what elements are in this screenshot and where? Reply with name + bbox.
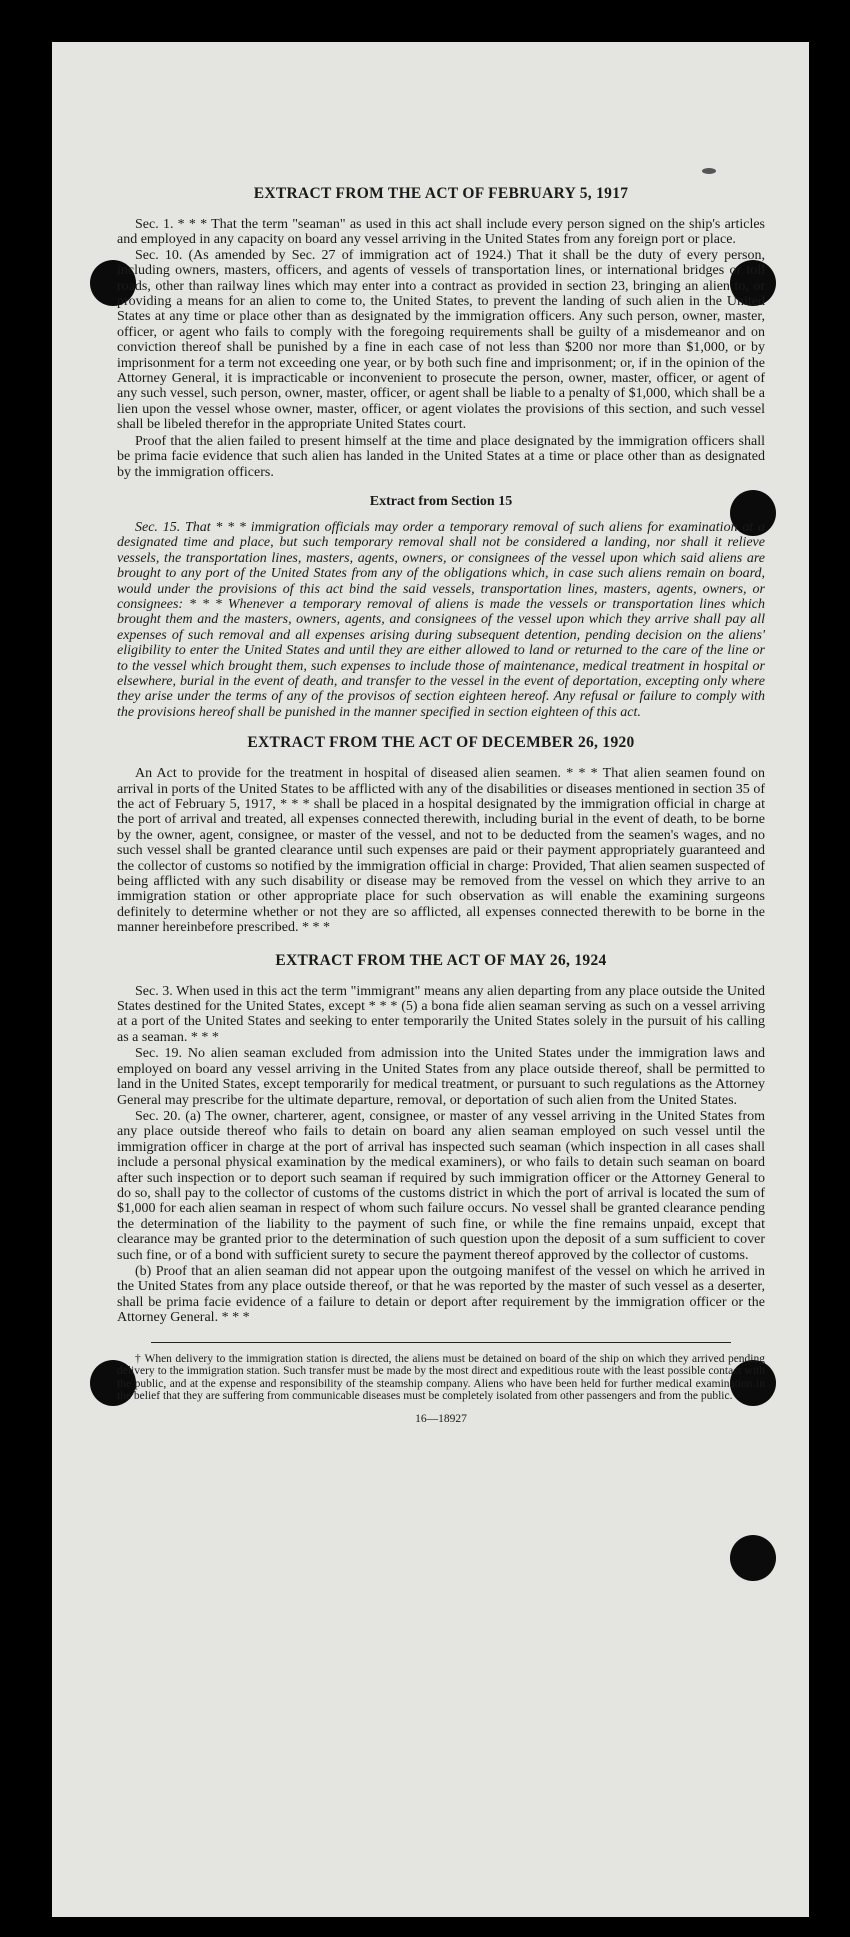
heading-act-1917: EXTRACT FROM THE ACT OF FEBRUARY 5, 1917 [253, 185, 629, 202]
paragraph-sec-15: Sec. 15. That * * * immigration officials may order a temporary removal of such aliens for examination at a designated time and place, but such temporary removal shall not be considered a landing, nor shall it relieve vessels, the transportation lines, masters, agents, owners, or consignees of the vessel upon which said aliens are brought to any port of the United States from any of the obligations which, in case such aliens remain on board, would under the provisions of this act bind the said vessels, transportation lines, masters, agents, owners, or consignees: * * * Whenever a temporary removal of aliens is made the vessels or transportation lines which brought them and the masters, owners, agents, and consignees of the vessel upon which they arrive shall pay all expenses of such removal and all expenses arising during subsequent detention, pending decision on the aliens' eligibility to enter the United States and until they are either allowed to land or returned to the care of the line or to the vessel which brought them, such expenses to include those of maintenance, medical treatment in hospital or elsewhere, burial in the event of death, and transfer to the vessel in the event of deportation, excepting only where they arise under the terms of any of the provisos of section eighteen hereof. Any refusal or failure to comply with the provisions hereof shall be punished in the manner specified in section eighteen of this act. [117, 519, 765, 720]
heading-section-15: Extract from Section 15 [369, 493, 513, 509]
footnote-divider [151, 1342, 731, 1343]
paragraph-sec-20b: (b) Proof that an alien seaman did not appear upon the outgoing manifest of the vessel on which he arrived in the United States from any place outside thereof, or that he was reported by the master of such vessel as a deserter, shall be prima facie evidence of a failure to detain or deport after requirement by the immigration officer or the Attorney General. * * * [117, 1263, 765, 1326]
footnote: † When delivery to the immigration station is directed, the aliens must be detained on board of the ship on which they arrived pending delivery to the immigration station. Such transfer must be made by the most direct and expeditious route with the least possible contact with the public, and at the expense and responsibility of the steamship company. Aliens who have been held for further medical examination in the belief that they are suffering from communicable diseases must be completely isolated from other passengers and from the public. [117, 1352, 765, 1403]
paragraph-sec-10: Sec. 10. (As amended by Sec. 27 of immigration act of 1924.) That it shall be the duty of every person, including owners, masters, officers, and agents of vessels of transportation lines, or international bridges or toll roads, other than railway lines which may enter into a contract as provided in section 23, bringing an alien to, or providing a means for an alien to come to, the United States, to prevent the landing of such alien in the United States at any time or place other than as designated by the immigration officers. Any such person, owner, master, officer, or agent who fails to comply with the foregoing requirements shall be guilty of a misdemeanor and on conviction thereof shall be punished by a fine in each case of not less than $200 nor more than $1,000, or by imprisonment for a term not exceeding one year, or by both such fine and imprisonment; or, if in the opinion of the Attorney General, it is impracticable or inconvenient to prosecute the person, owner, master, officer, or agent of any such vessel, such person, owner, master, officer, or agent shall be liable to a penalty of $1,000, which shall be a lien upon the vessel whose owner, master, officer, or agent violates the provisions of this section, and such vessel shall be libeled therefor in the appropriate United States court. [117, 247, 765, 433]
punch-hole [730, 1535, 776, 1581]
paragraph-sec-19: Sec. 19. No alien seaman excluded from admission into the United States under the immigration laws and employed on board any vessel arriving in the United States from any place outside thereof, shall be permitted to land in the United States, except temporarily for medical treatment, or pursuant to such regulations as the Attorney General may prescribe for the ultimate departure, removal, or deportation of such alien from the United States. [117, 1046, 765, 1108]
paragraph-sec-20a: Sec. 20. (a) The owner, charterer, agent, consignee, or master of any vessel arriving in the United States from any place outside thereof who fails to detain on board any alien seaman employed on such vessel until the immigration officer in charge at the port of arrival has inspected such seaman (which inspection in all cases shall include a personal physical examination by the medical examiners), or who fails to detain such seaman on board after such inspection or to deport such seaman if required by such immigration officer or the Attorney General to do so, shall pay to the collector of customs of the customs district in which the port of arrival is located the sum of $1,000 for each alien seaman in respect of whom such failure occurs. No vessel shall be granted clearance pending the determination of the liability to the payment of such fine, or while the fine remains unpaid, except that clearance may be granted prior to the determination of such question upon the deposit of a sum sufficient to cover such fine, or of a bond with sufficient surety to secure the payment thereof approved by the collector of customs. [117, 1108, 765, 1263]
document-body [117, 185, 765, 1425]
document-page [52, 42, 809, 1917]
heading-act-1924: EXTRACT FROM THE ACT OF MAY 26, 1924 [275, 951, 607, 969]
form-code: 16—18927 [415, 1412, 467, 1425]
paragraph-sec-1: Sec. 1. * * * That the term "seaman" as used in this act shall include every person signed on the ship's articles and employed in any capacity on board any vessel arriving in the United States from any foreign port or place. [117, 217, 765, 248]
ink-speck [702, 168, 716, 174]
heading-act-1920: EXTRACT FROM THE ACT OF DECEMBER 26, 1920 [247, 734, 635, 752]
paragraph-act-1920: An Act to provide for the treatment in hospital of diseased alien seamen. * * * That alien seamen found on arrival in ports of the United States to be afflicted with any of the disabilities or diseases mentioned in section 35 of the act of February 5, 1917, * * * shall be placed in a hospital designated by the immigration official in charge at the port of arrival and treated, all expenses connected therewith, including burial in the event of death, to be borne by the owner, agent, consignee, or master of the vessel, and not to be deducted from the seamen's wages, and no such vessel shall be granted clearance until such expenses are paid or their payment appropriately guaranteed and the collector of customs so notified by the immigration official in charge: Provided, That alien seamen suspected of being afflicted with any such disability or disease may be removed from the vessel on which they arrive to an immigration station or other appropriate place for such observation as will enable the examining surgeons definitely to determine whether or not they are so afflicted, all expenses connected therewith to be borne in the manner hereinbefore prescribed. * * * [117, 766, 765, 936]
paragraph-sec-3: Sec. 3. When used in this act the term "immigrant" means any alien departing from any place outside the United States destined for the United States, except * * * (5) a bona fide alien seaman serving as such on a vessel arriving at a port of the United States and seeking to enter temporarily the United States solely in the pursuit of his calling as a seaman. * * * [117, 983, 765, 1045]
paragraph-proof: Proof that the alien failed to present himself at the time and place designated by the immigration officers shall be prima facie evidence that such alien has landed in the United States at a time or place other than as designated by the immigration officers. [117, 433, 765, 480]
